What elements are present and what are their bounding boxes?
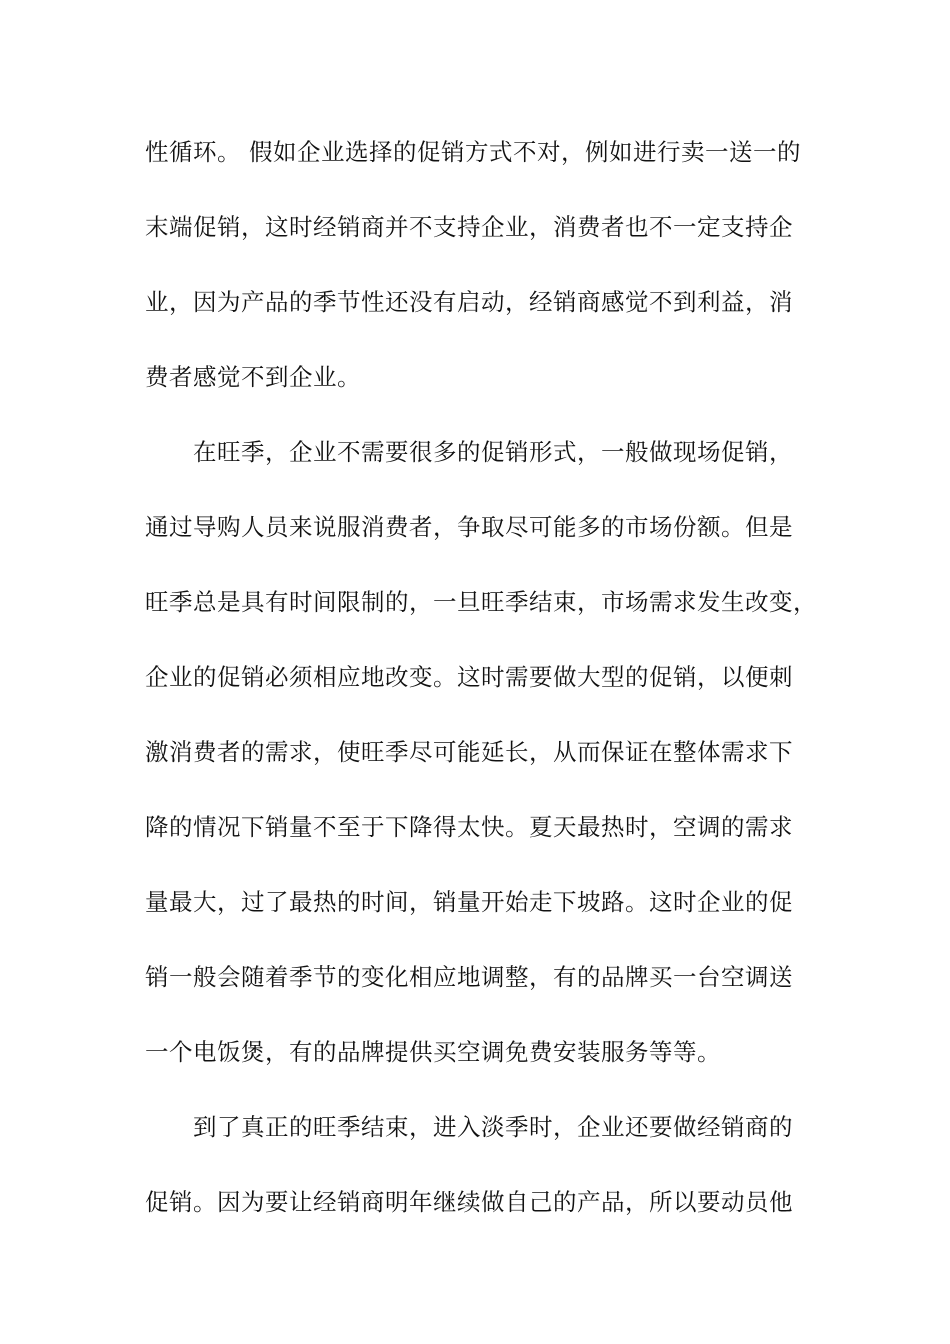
- text-line: 降的情况下销量不至于下降得太快。夏天最热时，空调的需求: [145, 813, 793, 841]
- text-line: 性循环。 假如企业选择的促销方式不对，例如进行卖一送一的: [145, 138, 801, 166]
- text-line: 激消费者的需求，使旺季尽可能延长，从而保证在整体需求下: [145, 738, 793, 766]
- text-line: 末端促销，这时经销商并不支持企业，消费者也不一定支持企: [145, 213, 793, 241]
- text-line: 量最大，过了最热的时间，销量开始走下坡路。这时企业的促: [145, 888, 793, 916]
- paragraph-start-line: 在旺季，企业不需要很多的促销形式，一般做现场促销，: [193, 438, 793, 466]
- text-line: 业，因为产品的季节性还没有启动，经销商感觉不到利益，消: [145, 288, 793, 316]
- text-line: 销一般会随着季节的变化相应地调整，有的品牌买一台空调送: [145, 963, 793, 991]
- text-line: 旺季总是具有时间限制的，一旦旺季结束，市场需求发生改变，: [145, 588, 817, 616]
- text-line: 一个电饭煲，有的品牌提供买空调免费安装服务等等。: [145, 1038, 721, 1066]
- text-line: 通过导购人员来说服消费者，争取尽可能多的市场份额。但是: [145, 513, 793, 541]
- text-line: 企业的促销必须相应地改变。这时需要做大型的促销，以便刺: [145, 663, 793, 691]
- paragraph-start-line: 到了真正的旺季结束，进入淡季时，企业还要做经销商的: [193, 1113, 793, 1141]
- text-line: 费者感觉不到企业。: [145, 363, 361, 391]
- text-line: 促销。因为要让经销商明年继续做自己的产品，所以要动员他: [145, 1188, 793, 1216]
